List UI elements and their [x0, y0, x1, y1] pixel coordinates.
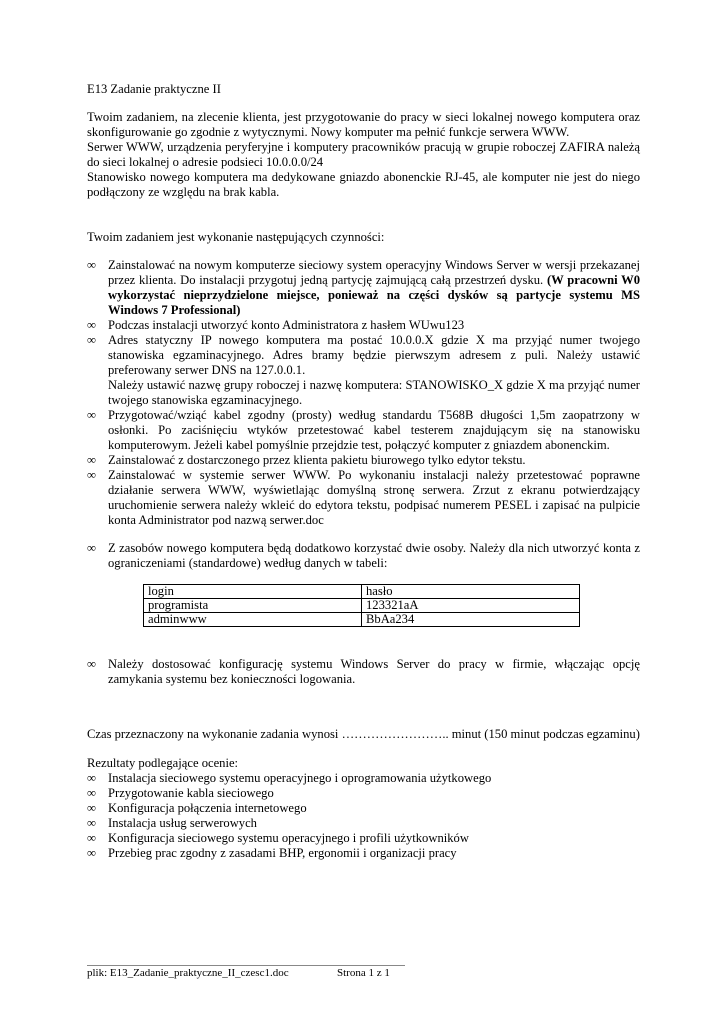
task-list [87, 258, 640, 571]
list-item [87, 831, 640, 846]
infinity-bullet-icon: ∞ [87, 786, 96, 800]
infinity-bullet-icon: ∞ [87, 258, 96, 272]
task-text: Z zasobów nowego komputera będą dodatkowo korzystać dwie osoby. Należy dla nich utworzyć konta z ograniczeniami (standardowe) według danych w tabeli: [108, 541, 640, 570]
document-title: E13 Zadanie praktyczne II [87, 82, 221, 96]
infinity-bullet-icon: ∞ [87, 657, 96, 671]
task-item-install-os [87, 258, 640, 318]
table-cell: adminwww [144, 613, 362, 627]
infinity-bullet-icon: ∞ [87, 831, 96, 845]
infinity-bullet-icon: ∞ [87, 846, 96, 860]
task-item-user-accounts [87, 541, 640, 571]
infinity-bullet-icon: ∞ [87, 771, 96, 785]
task-bold-note: (W pracowni W0 wykorzystać nieprzydzielone miejsce, ponieważ na części dysków są partycje systemu MS Windows 7 Professional) [108, 273, 640, 317]
task-item-admin-account [87, 318, 640, 333]
users-table [143, 584, 580, 627]
task-text: Należy dostosować konfigurację systemu Windows Server do pracy w firmie, włączając opcję zamykania systemu bez konieczności logowania. [108, 657, 640, 686]
task-text: Podczas instalacji utworzyć konto Administratora z hasłem WUwu123 [108, 318, 465, 332]
infinity-bullet-icon: ∞ [87, 468, 96, 482]
result-text: Konfiguracja sieciowego systemu operacyjnego i profili użytkowników [108, 831, 469, 845]
results-heading: Rezultaty podlegające ocenie: [87, 756, 239, 770]
result-text: Przygotowanie kabla sieciowego [108, 786, 274, 800]
task-item-www-server [87, 468, 640, 528]
table-header-row [144, 585, 580, 599]
task-item-cable [87, 408, 640, 453]
list-item [87, 801, 640, 816]
table-cell: programista [144, 599, 362, 613]
task-text: Zainstalować w systemie serwer WWW. Po wykonaniu instalacji należy przetestować poprawne działanie serwera WWW, wyświetlając domyślną stronę serwera. Zrzut z ekranu potwierdzający uruchomienie serwera należy wkleić do edytora tekstu, podpisać numerem PESEL i zapisać na pulpicie konta Administrator pod nazwą serwer.doc [108, 468, 640, 527]
table-row [144, 599, 580, 613]
task-text-extra: Należy ustawić nazwę grupy roboczej i nazwę komputera: STANOWISKO_X gdzie X ma przyjąć numer twojego stanowiska egzaminacyjnego. [108, 378, 640, 407]
infinity-bullet-icon: ∞ [87, 333, 96, 347]
footer-file-name: plik: E13_Zadanie_praktyczne_II_czesc1.doc [87, 967, 289, 979]
intro-paragraph-2: Serwer WWW, urządzenia peryferyjne i komputery pracowników pracują w grupie roboczej ZAFIRA należą do sieci lokalnej o adresie podsieci 10.0.0.0/24 [87, 140, 640, 169]
infinity-bullet-icon: ∞ [87, 801, 96, 815]
infinity-bullet-icon: ∞ [87, 453, 96, 467]
document-page [87, 82, 640, 861]
table-header-cell: login [144, 585, 362, 599]
spacer-item [87, 528, 640, 541]
infinity-bullet-icon: ∞ [87, 408, 96, 422]
task-text: Zainstalować na nowym komputerze sieciowy system operacyjny Windows Server w wersji przekazanej przez klienta. Do instalacji przygotuj jedną partycję zajmującą całą przestrzeń dysku. [108, 258, 640, 287]
list-item [87, 786, 640, 801]
task-text: Przygotować/wziąć kabel zgodny (prosty) według standardu T568B długości 1,5m zaopatrzony w osłonki. Po zaciśnięciu wtyków przetestować kabel testerem znajdującym się na stanowisku komputerowym. Jeżeli kabel pomyślnie przejdzie test, połączyć komputer z gniazdem abonenckim. [108, 408, 640, 452]
result-text: Instalacja usług serwerowych [108, 816, 257, 830]
infinity-bullet-icon: ∞ [87, 318, 96, 332]
footer-page-number: Strona 1 z 1 [337, 967, 390, 979]
table-cell: BbAa234 [362, 613, 580, 627]
time-allotted: Czas przeznaczony na wykonanie zadania wynosi …………………….. minut (150 minut podczas egzaminu) [87, 727, 640, 741]
list-item [87, 771, 640, 786]
task-item-ip-address [87, 333, 640, 408]
results-list [87, 771, 640, 861]
task-item-shutdown-option [87, 657, 640, 687]
list-item [87, 816, 640, 831]
task-list-continued [87, 657, 640, 687]
table-header-cell: hasło [362, 585, 580, 599]
infinity-bullet-icon: ∞ [87, 541, 96, 555]
spacer [87, 200, 640, 230]
spacer [87, 627, 640, 657]
task-item-text-editor [87, 453, 640, 468]
infinity-bullet-icon: ∞ [87, 816, 96, 830]
table-row [144, 613, 580, 627]
footer-divider [87, 965, 405, 966]
result-text: Przebieg prac zgodny z zasadami BHP, ergonomii i organizacji pracy [108, 846, 457, 860]
task-text: Zainstalować z dostarczonego przez klienta pakietu biurowego tylko edytor tekstu. [108, 453, 526, 467]
intro-paragraph-3: Stanowisko nowego komputera ma dedykowane gniazdo abonenckie RJ-45, ale komputer nie jest do niego podłączony ze względu na brak kabla. [87, 170, 640, 199]
result-text: Konfiguracja połączenia internetowego [108, 801, 307, 815]
tasks-heading: Twoim zadaniem jest wykonanie następujących czynności: [87, 230, 385, 244]
page-footer [87, 967, 487, 980]
task-text: Adres statyczny IP nowego komputera ma postać 10.0.0.X gdzie X ma przyjąć numer twojego stanowiska egzaminacyjnego. Adres bramy będzie pierwszym adresem z puli. Należy ustawić preferowany serwer DNS na 127.0.0.1. [108, 333, 640, 377]
intro-paragraph-1: Twoim zadaniem, na zlecenie klienta, jest przygotowanie do pracy w sieci lokalnej nowego komputera oraz skonfigurowanie go zgodnie z wytycznymi. Nowy komputer ma pełnić funkcje serwera WWW. [87, 110, 640, 139]
result-text: Instalacja sieciowego systemu operacyjnego i oprogramowania użytkowego [108, 771, 492, 785]
list-item [87, 846, 640, 861]
spacer [87, 687, 640, 727]
table-cell: 123321aA [362, 599, 580, 613]
